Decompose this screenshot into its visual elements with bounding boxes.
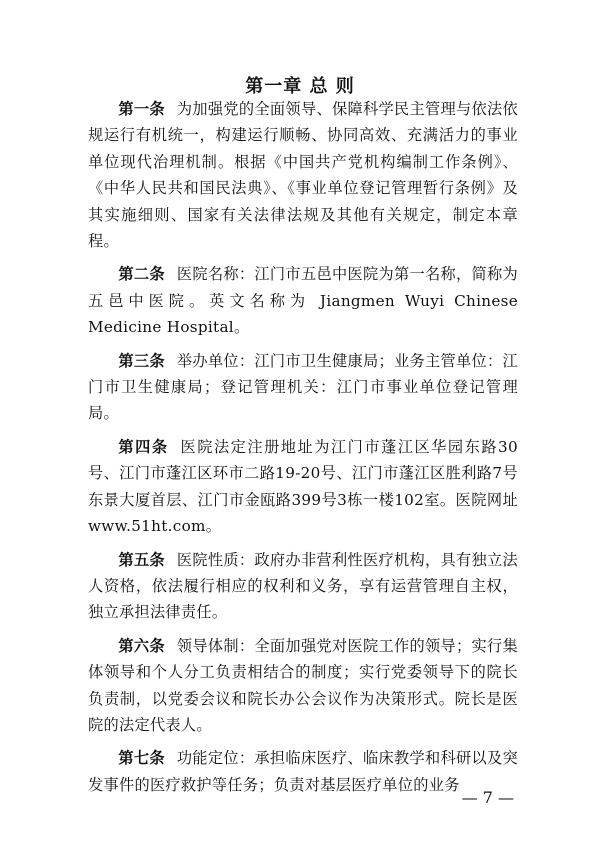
article-label: 第二条 — [118, 265, 165, 284]
article-text: 医院法定注册地址为江门市蓬江区华园东路30号、江门市蓬江区环市二路19-20号、江门市蓬江区胜利路7号东景大厦首层、江门市金瓯路399号3栋一楼102室。医院网址www.51ht.com。 — [88, 437, 518, 536]
chapter-title: 第一章 总 则 — [245, 76, 355, 97]
article-5 — [88, 547, 518, 626]
article-label: 第六条 — [118, 636, 165, 655]
article-text: 为加强党的全面领导、保障科学民主管理与依法依规运行有机统一，构建运行顺畅、协同高效、充满活力的事业单位现代治理机制。根据《中国共产党机构编制工作条例》、《中华人民共和国民法典》、《事业单位登记管理暂行条例》及其实施细则、国家有关法律法规及其他有关规定，制定本章程。 — [88, 100, 518, 251]
page-number: — 7 — — [461, 788, 514, 807]
article-label: 第三条 — [118, 351, 165, 370]
article-text: 医院名称：江门市五邑中医院为第一名称，简称为五邑中医院。英文名称为 Jiangmen Wuyi Chinese Medicine Hospital。 — [88, 265, 518, 337]
article-text: 医院性质：政府办非营利性医疗机构，具有独立法人资格，依法履行相应的权利和义务，享有运营管理自主权，独立承担法律责任。 — [88, 550, 518, 622]
article-label: 第五条 — [118, 550, 165, 569]
article-2 — [88, 261, 518, 340]
article-1 — [88, 96, 518, 254]
article-label: 第七条 — [118, 749, 165, 768]
article-text: 功能定位：承担临床医疗、临床教学和科研以及突发事件的医疗救护等任务；负责对基层医疗单位的业务 — [88, 749, 518, 794]
document-body — [88, 96, 518, 805]
article-label: 第一条 — [118, 100, 165, 118]
article-4 — [88, 434, 518, 540]
article-text: 领导体制：全面加强党对医院工作的领导；实行集体领导和个人分工负责相结合的制度；实行党委领导下的院长负责制，以党委会议和院长办公会议作为决策形式。院长是医院的法定代表人。 — [88, 636, 518, 734]
article-7 — [88, 745, 518, 798]
article-3 — [88, 348, 518, 427]
article-6 — [88, 633, 518, 739]
article-label: 第四条 — [118, 437, 169, 456]
article-text: 举办单位：江门市卫生健康局；业务主管单位：江门市卫生健康局；登记管理机关：江门市事业单位登记管理局。 — [88, 351, 518, 423]
